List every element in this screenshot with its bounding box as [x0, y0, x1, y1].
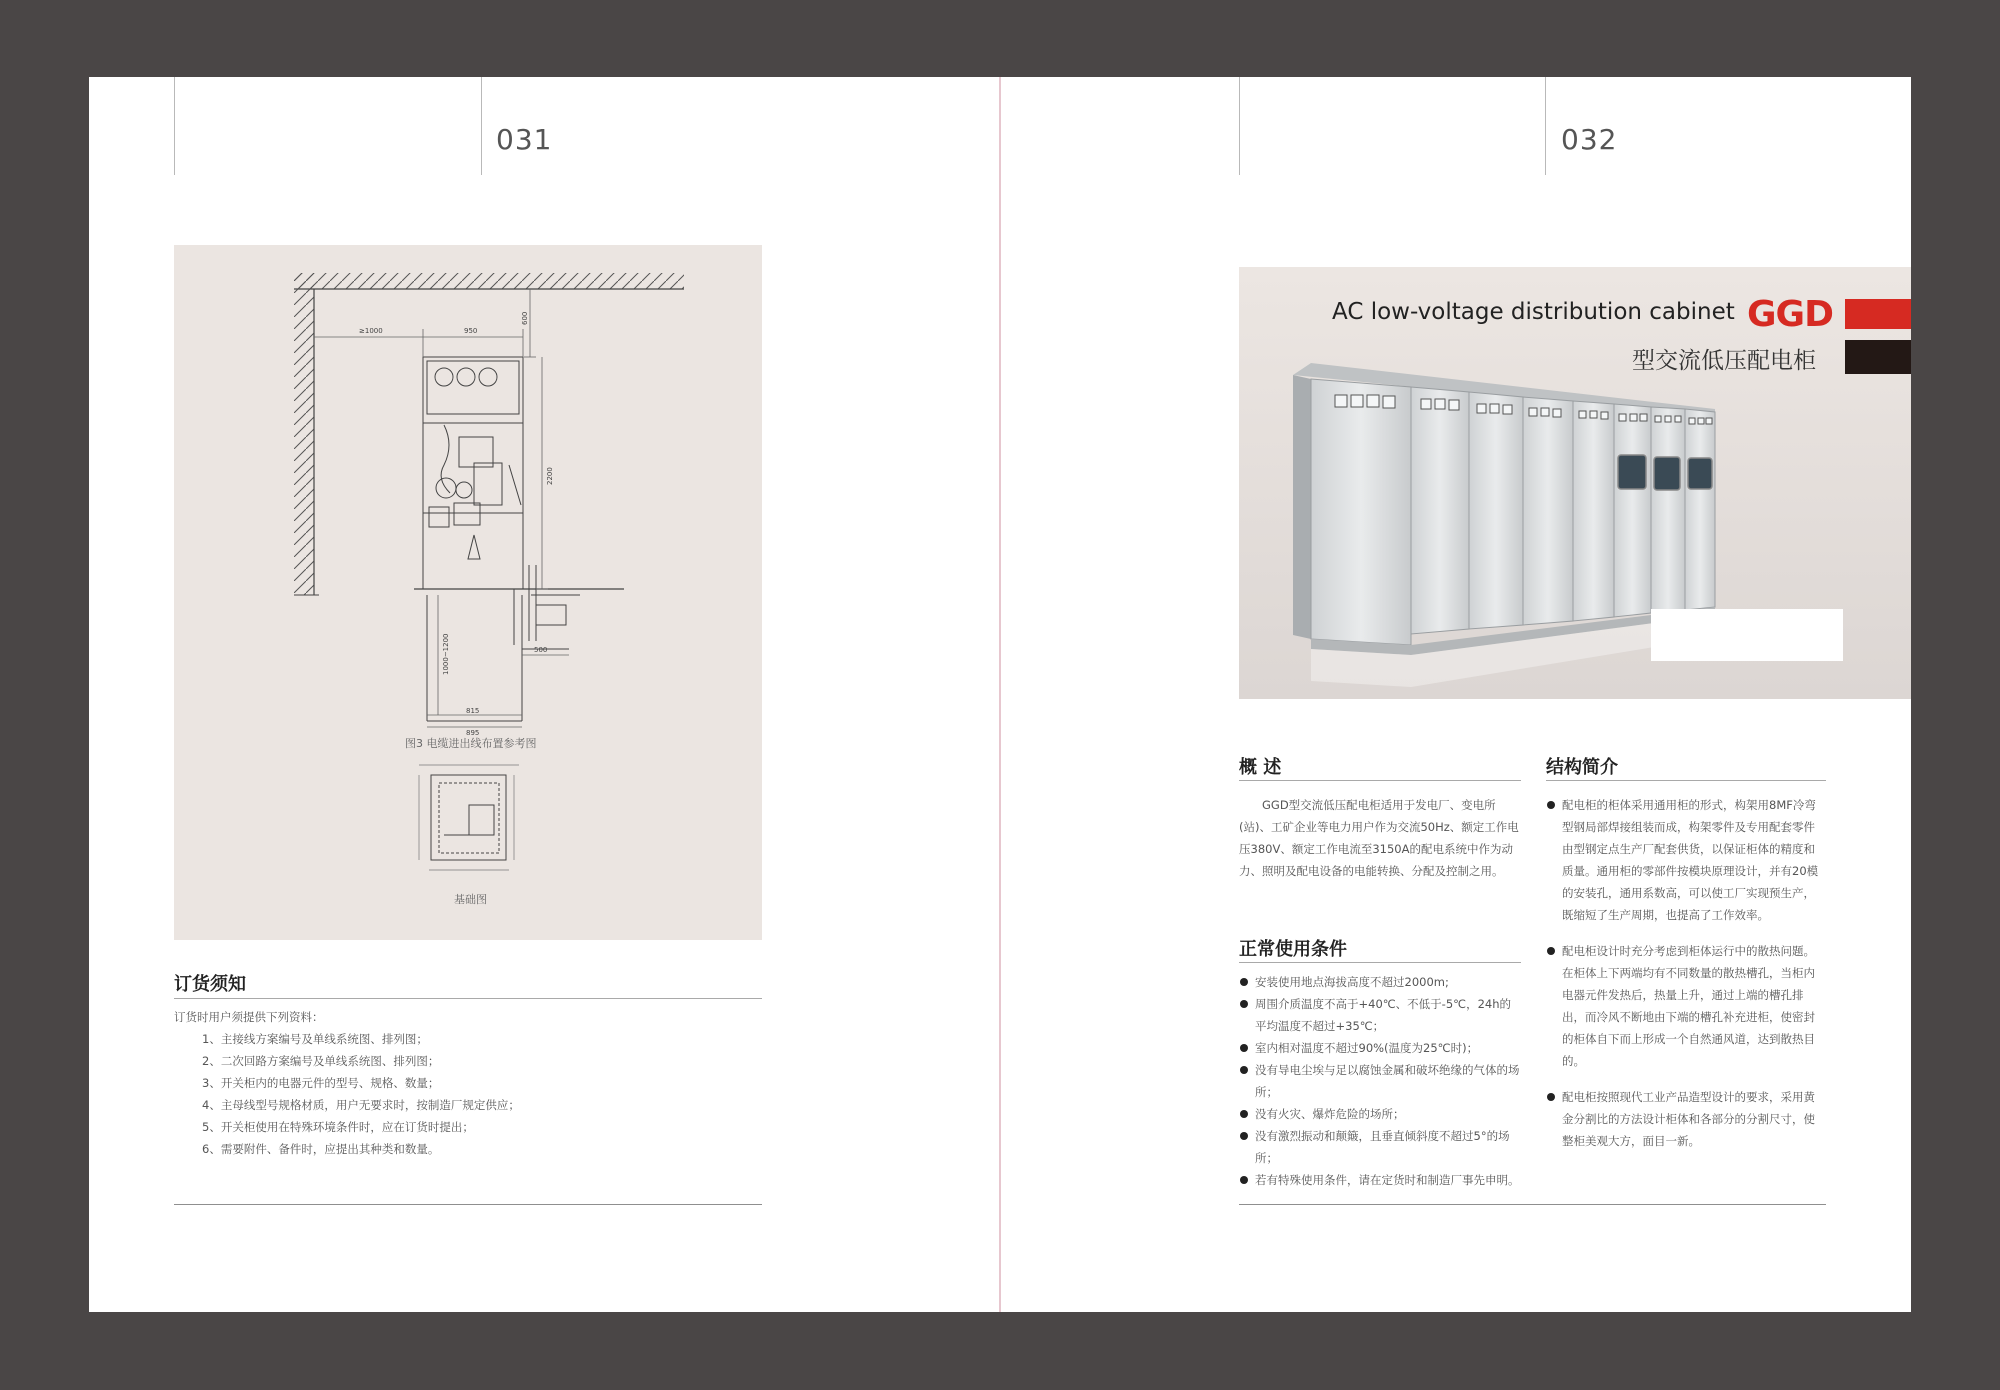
order-item-4: 4、主母线型号规格材质，用户无要求时，按制造厂规定供应；	[202, 1098, 520, 1112]
order-notice-list	[174, 1028, 762, 1160]
order-notice-body	[174, 1006, 762, 1160]
structure-list	[1546, 794, 1826, 1152]
structure-item-2: 配电柜设计时充分考虑到柜体运行中的散热问题。在柜体上下两端均有不同数量的散热槽孔，当柜内电器元件发热后，热量上升，通过上端的槽孔排出，而冷风不断地由下端的槽孔补充进柜，使密封的柜体自下而上形成一个自然通风道，达到散热目的。	[1546, 940, 1826, 1072]
dim-500: 500	[534, 646, 548, 654]
header-rule-left-2	[481, 77, 482, 175]
hero-brand: GGD	[1747, 294, 1833, 335]
overview-body	[1239, 794, 1521, 882]
dim-600: 600	[521, 311, 529, 325]
technical-drawing-panel	[174, 245, 762, 940]
page-number-left: 031	[496, 123, 553, 156]
foundation-caption: 基础图	[454, 893, 487, 906]
cabinet-windows	[1618, 455, 1712, 490]
overview-rule	[1239, 780, 1521, 781]
overview-text: GGD型交流低压配电柜适用于发电厂、变电所(站)、工矿企业等电力用户作为交流50Hz、额定工作电压380V、额定工作电流至3150A的配电系统中作为动力、照明及配电设备的电能转换、分配及控制之用。	[1239, 798, 1519, 878]
hero-accent-red-bar	[1845, 299, 1911, 329]
cabinet-panels	[1311, 379, 1715, 645]
hero-title-cn: 型交流低压配电柜	[1632, 348, 1816, 374]
ceiling-hatch	[294, 273, 684, 289]
right-page-bottom-rule	[1239, 1204, 1826, 1205]
order-item-6: 6、需要附件、备件时，应提出其种类和数量。	[202, 1142, 440, 1156]
condition-item-4: 没有导电尘埃与足以腐蚀金属和破坏绝缘的气体的场所；	[1239, 1059, 1521, 1103]
order-notice-rule	[174, 998, 762, 999]
structure-body	[1546, 794, 1826, 1152]
cabinet-outline	[423, 357, 566, 645]
condition-item-7: 若有特殊使用条件，请在定货时和制造厂事先申明。	[1239, 1169, 1521, 1191]
order-item-5: 5、开关柜使用在特殊环境条件时，应在订货时提出；	[202, 1120, 474, 1134]
overview-title: 概 述	[1239, 757, 1282, 778]
dim-815: 815	[466, 707, 480, 715]
structure-item-3: 配电柜按照现代工业产品造型设计的要求，采用黄金分割比的方法设计柜体和各部分的分割尺寸，使整柜美观大方，面目一新。	[1546, 1086, 1826, 1152]
header-rule-right-2	[1545, 77, 1546, 175]
hero-banner	[1239, 267, 1911, 699]
conditions-title: 正常使用条件	[1239, 939, 1347, 960]
condition-item-3: 室内相对温度不超过90%(温度为25℃时)；	[1239, 1037, 1521, 1059]
wall-hatch	[294, 273, 319, 595]
hero-accent-dark-bar	[1845, 340, 1911, 374]
cable-layout-drawing	[174, 245, 762, 940]
order-item-2: 2、二次回路方案编号及单线系统图、排列图；	[202, 1054, 440, 1068]
page-number-right: 032	[1561, 123, 1618, 156]
condition-item-5: 没有火灾、爆炸危险的场所；	[1239, 1103, 1521, 1125]
header-rule-left-1	[174, 77, 175, 175]
conditions-list	[1239, 971, 1521, 1191]
dim-895: 895	[466, 729, 480, 737]
hero-title-en: AC low-voltage distribution cabinet	[1332, 299, 1735, 325]
foundation-drawing	[419, 765, 519, 870]
conditions-body	[1239, 971, 1521, 1191]
conditions-rule	[1239, 962, 1521, 963]
dim-1000: ≥1000	[359, 327, 383, 335]
structure-rule	[1546, 780, 1826, 781]
condition-item-6: 没有激烈振动和颠簸，且垂直倾斜度不超过5°的场所；	[1239, 1125, 1521, 1169]
header-rule-right-1	[1239, 77, 1240, 175]
order-notice-bottom-rule	[174, 1204, 762, 1205]
structure-title: 结构简介	[1546, 757, 1618, 778]
condition-item-2: 周围介质温度不高于+40℃、不低于-5℃，24h的平均温度不超过+35℃；	[1239, 993, 1521, 1037]
condition-item-1: 安装使用地点海拔高度不超过2000m;	[1239, 971, 1521, 993]
order-notice-title: 订货须知	[174, 974, 246, 995]
dim-950: 950	[464, 327, 478, 335]
order-item-1: 1、主接线方案编号及单线系统图、排列图；	[202, 1032, 428, 1046]
order-item-3: 3、开关柜内的电器元件的型号、规格、数量；	[202, 1076, 440, 1090]
order-notice-intro: 订货时用户须提供下列资料：	[174, 1010, 324, 1024]
dim-2200: 2200	[546, 467, 554, 485]
structure-item-1: 配电柜的柜体采用通用柜的形式，构架用8MF冷弯型钢局部焊接组装而成，构架零件及专用配套零件由型钢定点生产厂配套供货，以保证柜体的精度和质量。通用柜的零部件按模块原理设计，并有20模的安装孔，通用系数高，可以使工厂实现预生产，既缩短了生产周期，也提高了工作效率。	[1546, 794, 1826, 926]
dim-1000-1200: 1000~1200	[442, 633, 450, 675]
figure3-caption: 图3 电缆进出线布置参考图	[405, 737, 537, 750]
